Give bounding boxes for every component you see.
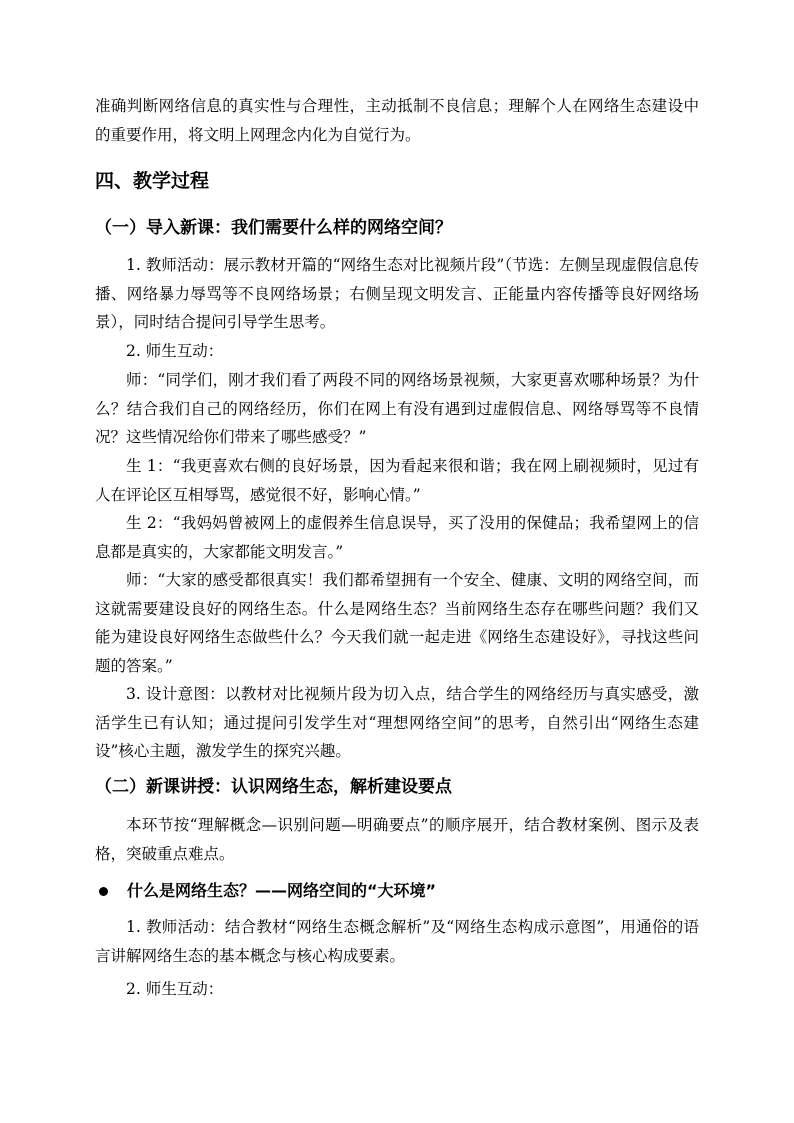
- bullet-1-item-2: 2. 师生互动：: [126, 980, 224, 998]
- subsection-1-item-1: 1. 教师活动：展示教材开篇的“网络生态对比视频片段”（节选：左侧呈现虚假信息传播、网络暴力辱骂等不良网络场景；右侧呈现文明发言、正能量内容传播等良好网络场景），同时结合提问引导学生思考。: [95, 256, 699, 331]
- subsection-2-heading: （二）新课讲授：认识网络生态，解析建设要点: [95, 777, 452, 797]
- section-4-heading: 四、教学过程: [95, 170, 210, 192]
- bullet-heading-1: [98, 877, 436, 905]
- dialog-teacher-2: 师：“大家的感受都很真实！我们都希望拥有一个安全、健康、文明的网络空间，而这就需要建设良好的网络生态。什么是网络生态？当前网络生态存在哪些问题？我们又能为建设良好网络生态做些什么？今天我们就一起走进《网络生态建设好》，寻找这些问题的答案。”: [95, 571, 699, 675]
- bullet-1-item-1: 1. 教师活动：结合教材“网络生态概念解析”及“网络生态构成示意图”，用通俗的语言讲解网络生态的基本概念与核心构成要素。: [95, 918, 699, 965]
- dialog-teacher-1: 师：“同学们，刚才我们看了两段不同的网络场景视频，大家更喜欢哪种场景？为什么？结合我们自己的网络经历，你们在网上有没有遇到过虚假信息、网络辱骂等不良情况？这些情况给你们带来了哪些感受？”: [95, 371, 699, 446]
- bullet-heading-1-text: 什么是网络生态？——网络空间的“大环境”: [127, 881, 437, 900]
- dialog-student-1: 生 1：“我更喜欢右侧的良好场景，因为看起来很和谐；我在网上刷视频时，见过有人在评论区互相辱骂，感觉很不好，影响心情。”: [95, 457, 699, 504]
- subsection-1-heading: （一）导入新课：我们需要什么样的网络空间？: [95, 218, 452, 238]
- dialog-student-2: 生 2：“我妈妈曾被网上的虚假养生信息误导，买了没用的保健品；我希望网上的信息都是真实的，大家都能文明发言。”: [95, 514, 699, 561]
- intro-continuation-paragraph: 准确判断网络信息的真实性与合理性，主动抵制不良信息；理解个人在网络生态建设中的重要作用，将文明上网理念内化为自觉行为。: [95, 97, 699, 144]
- subsection-2-intro: 本环节按“理解概念—识别问题—明确要点”的顺序展开，结合教材案例、图示及表格，突破重点难点。: [95, 816, 699, 863]
- subsection-1-item-2: 2. 师生互动：: [126, 342, 224, 360]
- subsection-1-item-3: 3. 设计意图：以教材对比视频片段为切入点，结合学生的网络经历与真实感受，激活学生已有认知；通过提问引发学生对“理想网络空间”的思考，自然引出“网络生态建设”核心主题，激发学生的探究兴趣。: [95, 685, 699, 760]
- bullet-dot-icon: [99, 887, 108, 896]
